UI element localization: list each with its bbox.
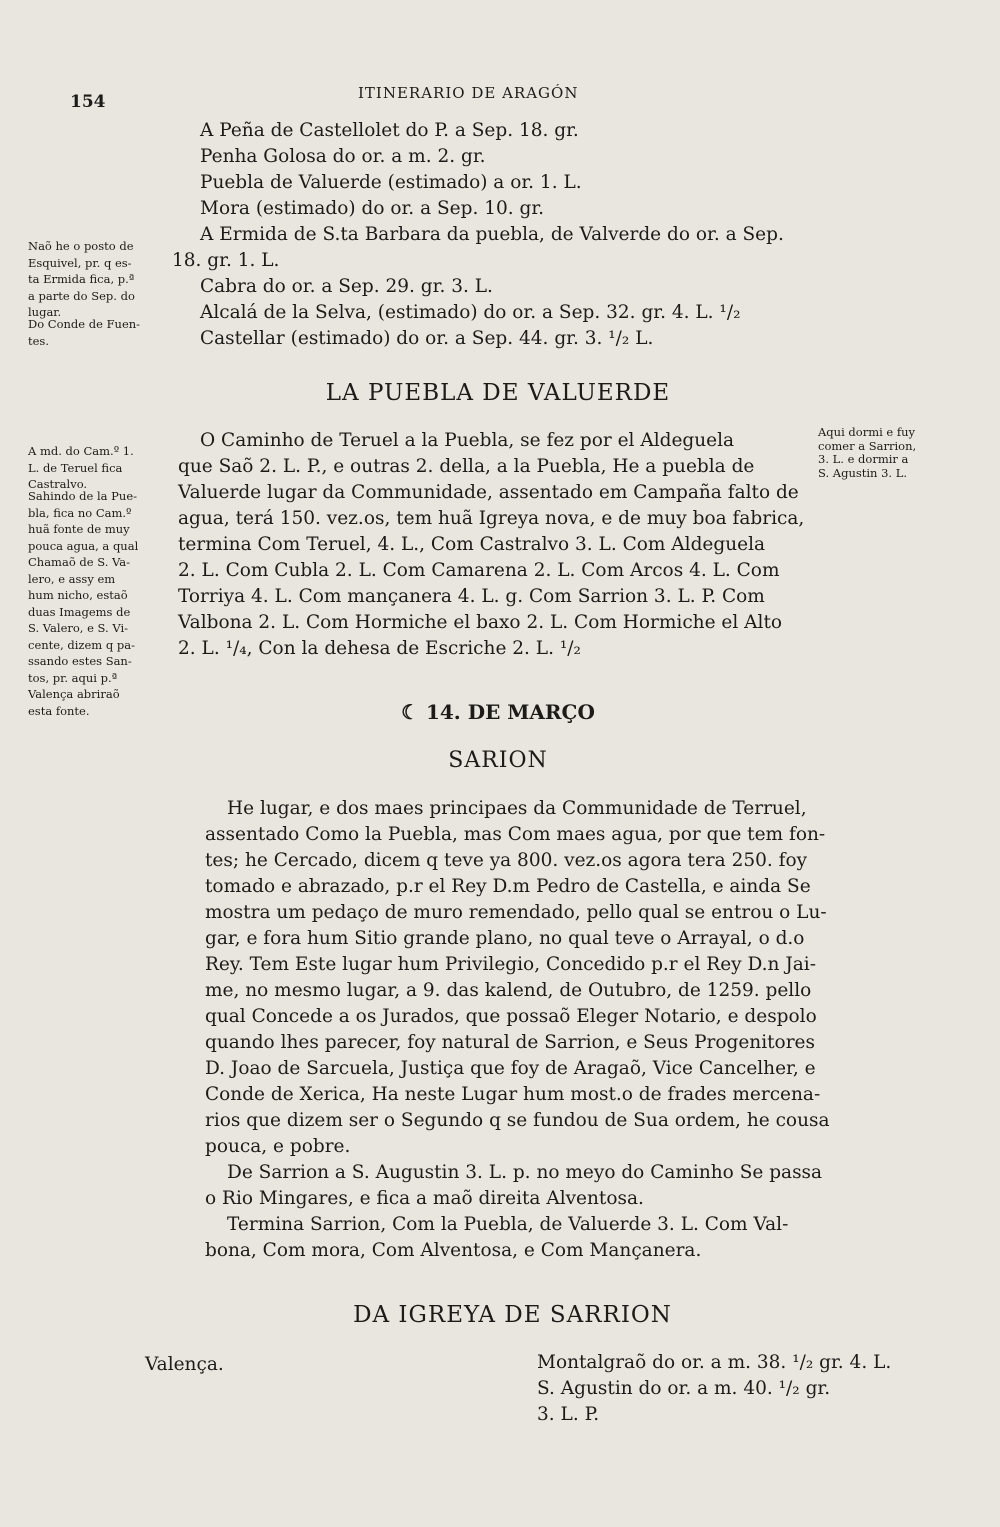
note-line: lero, e assy em — [28, 571, 116, 586]
note-line: comer a Sarrion, — [818, 438, 917, 453]
note-line: cente, dizem q pa- — [28, 637, 135, 652]
text-line: mostra um pedaço de muro remendado, pello qual se entrou o Lu- — [205, 902, 827, 923]
text-line: gar, e fora hum Sitio grande plano, no qual teve o Arrayal, o d.o — [205, 928, 805, 949]
note-line: S. Agustin 3. L. — [818, 465, 908, 480]
text-line: me, no mesmo lugar, a 9. das kalend, de Outubro, de 1259. pello — [205, 980, 812, 1001]
margin-note-ermida — [28, 240, 168, 323]
text-line: o Rio Mingares, e fica a maõ direita Alventosa. — [205, 1188, 644, 1209]
heading-da-igreya: DA IGREYA DE SARRION — [353, 1302, 672, 1328]
note-line: huã fonte de muy — [28, 522, 130, 536]
distance-line: Alcalá de la Selva, (estimado) do or. a Sep. 32. gr. 4. L. ¹/₂ — [200, 302, 741, 323]
distance-line: 18. gr. 1. L. — [172, 250, 280, 271]
note-line: Valença abriraõ — [28, 687, 120, 701]
text-line: termina Com Teruel, 4. L., Com Castralvo 3. L. Com Aldeguela — [178, 534, 766, 555]
margin-note-castralvo — [28, 445, 168, 495]
text-line: tes; he Cercado, dicem q teve ya 800. vez.os agora tera 250. foy — [205, 850, 808, 871]
text-line: De Sarrion a S. Augustin 3. L. p. no meyo do Caminho Se passa — [227, 1162, 823, 1183]
note-line: Naõ he o posto de — [28, 239, 134, 253]
note-line: esta fonte. — [28, 703, 90, 718]
note-line: Sahindo de la Pue- — [28, 489, 138, 503]
note-line: Do Conde de Fuen- — [28, 317, 141, 331]
destination-line: S. Agustin do or. a m. 40. ¹/₂ gr. — [537, 1378, 831, 1399]
text-line: rios que dizem ser o Segundo q se fundou de Sua ordem, he cousa — [205, 1110, 830, 1131]
text-line: 2. L. ¹/₄, Con la dehesa de Escriche 2. L. ¹/₂ — [178, 638, 581, 659]
note-line: Chamaõ de S. Va- — [28, 555, 130, 569]
note-line: pouca agua, a qual — [28, 538, 139, 553]
note-line: tes. — [28, 333, 49, 348]
distances-block — [172, 118, 818, 352]
note-line: Aqui dormi e fuy — [818, 425, 916, 439]
text-line: pouca, e pobre. — [205, 1136, 351, 1157]
note-line: hum nicho, estaõ — [28, 588, 128, 602]
heading-la-puebla: LA PUEBLA DE VALUERDE — [325, 380, 671, 406]
distance-line: Cabra do or. a Sep. 29. gr. 3. L. — [200, 276, 493, 297]
note-line: Castralvo. — [28, 477, 88, 491]
note-line: tos, pr. aqui p.ª — [28, 670, 118, 685]
text-line: D. Joao de Sarcuela, Justiça que foy de Aragaõ, Vice Cancelher, e — [205, 1058, 816, 1079]
page-number: 154 — [70, 92, 106, 112]
text-line: agua, terá 150. vez.os, tem huã Igreya nova, e de muy boa fabrica, — [178, 508, 805, 529]
margin-note-conde — [28, 318, 168, 351]
puebla-paragraph — [178, 428, 818, 662]
note-line: L. de Teruel fica — [28, 460, 123, 475]
text-line: He lugar, e dos maes principaes da Communidade de Terruel, — [227, 798, 807, 819]
destination-line: 3. L. P. — [537, 1404, 600, 1425]
destinations-block — [537, 1350, 897, 1428]
note-line: A md. do Cam.º 1. — [28, 444, 134, 458]
margin-note-right — [818, 426, 968, 480]
margin-note-fonte — [28, 490, 168, 721]
note-line: bla, fica no Cam.º — [28, 505, 132, 520]
distance-line: A Ermida de S.ta Barbara da puebla, de Valverde do or. a Sep. — [200, 224, 784, 245]
note-line: duas Imagems de — [28, 604, 131, 619]
note-line: lugar. — [28, 305, 62, 319]
note-line: ssando estes San- — [28, 654, 132, 668]
text-line: bona, Com mora, Com Alventosa, e Com Mançanera. — [205, 1240, 702, 1261]
heading-sarion: SARION — [448, 748, 548, 773]
text-line: assentado Como la Puebla, mas Com maes agua, por que tem fon- — [205, 824, 826, 845]
left-label-valenca: Valença. — [145, 1354, 224, 1375]
text-line: Valuerde lugar da Communidade, assentado em Campaña falto de — [178, 482, 799, 503]
text-line: quando lhes parecer, foy natural de Sarrion, e Seus Progenitores — [205, 1032, 815, 1053]
distance-line: Penha Golosa do or. a m. 2. gr. — [200, 146, 486, 167]
distance-line: Puebla de Valuerde (estimado) a or. 1. L. — [200, 172, 582, 193]
text-line: O Caminho de Teruel a la Puebla, se fez por el Aldeguela — [200, 430, 735, 451]
running-head: ITINERARIO DE ARAGÓN — [358, 84, 579, 102]
text-line: Torriya 4. L. Com mançanera 4. L. g. Com Sarrion 3. L. P. Com — [178, 586, 765, 607]
note-line: Esquivel, pr. q es- — [28, 255, 132, 270]
dateline-14-marco: ☾ 14. DE MARÇO — [401, 700, 595, 724]
distance-line: Mora (estimado) do or. a Sep. 10. gr. — [200, 198, 545, 219]
text-line: Valbona 2. L. Com Hormiche el baxo 2. L. Com Hormiche el Alto — [178, 612, 783, 633]
text-line: qual Concede a os Jurados, que possaõ Eleger Notario, e despolo — [205, 1006, 817, 1027]
text-line: que Saõ 2. L. P., e outras 2. della, a la Puebla, He a puebla de — [178, 456, 755, 477]
distance-line: A Peña de Castellolet do P. a Sep. 18. gr. — [200, 120, 579, 141]
text-line: tomado e abrazado, p.r el Rey D.m Pedro de Castella, e ainda Se — [205, 876, 811, 897]
sarion-text — [205, 796, 830, 1264]
text-line: 2. L. Com Cubla 2. L. Com Camarena 2. L. Com Arcos 4. L. Com — [178, 560, 780, 581]
note-line: a parte do Sep. do — [28, 288, 135, 303]
distance-line: Castellar (estimado) do or. a Sep. 44. gr. 3. ¹/₂ L. — [200, 328, 654, 349]
text-line: Rey. Tem Este lugar hum Privilegio, Concedido p.r el Rey D.n Jai- — [205, 954, 816, 975]
destination-line: Montalgraõ do or. a m. 38. ¹/₂ gr. 4. L. — [537, 1352, 892, 1373]
note-line: ta Ermida fica, p.ª — [28, 272, 135, 286]
text-line: Conde de Xerica, Ha neste Lugar hum most.o de frades mercena- — [205, 1084, 821, 1105]
text-line: Termina Sarrion, Com la Puebla, de Valuerde 3. L. Com Val- — [227, 1214, 789, 1235]
note-line: S. Valero, e S. Vi- — [28, 621, 129, 635]
note-line: 3. L. e dormir a — [818, 452, 909, 466]
